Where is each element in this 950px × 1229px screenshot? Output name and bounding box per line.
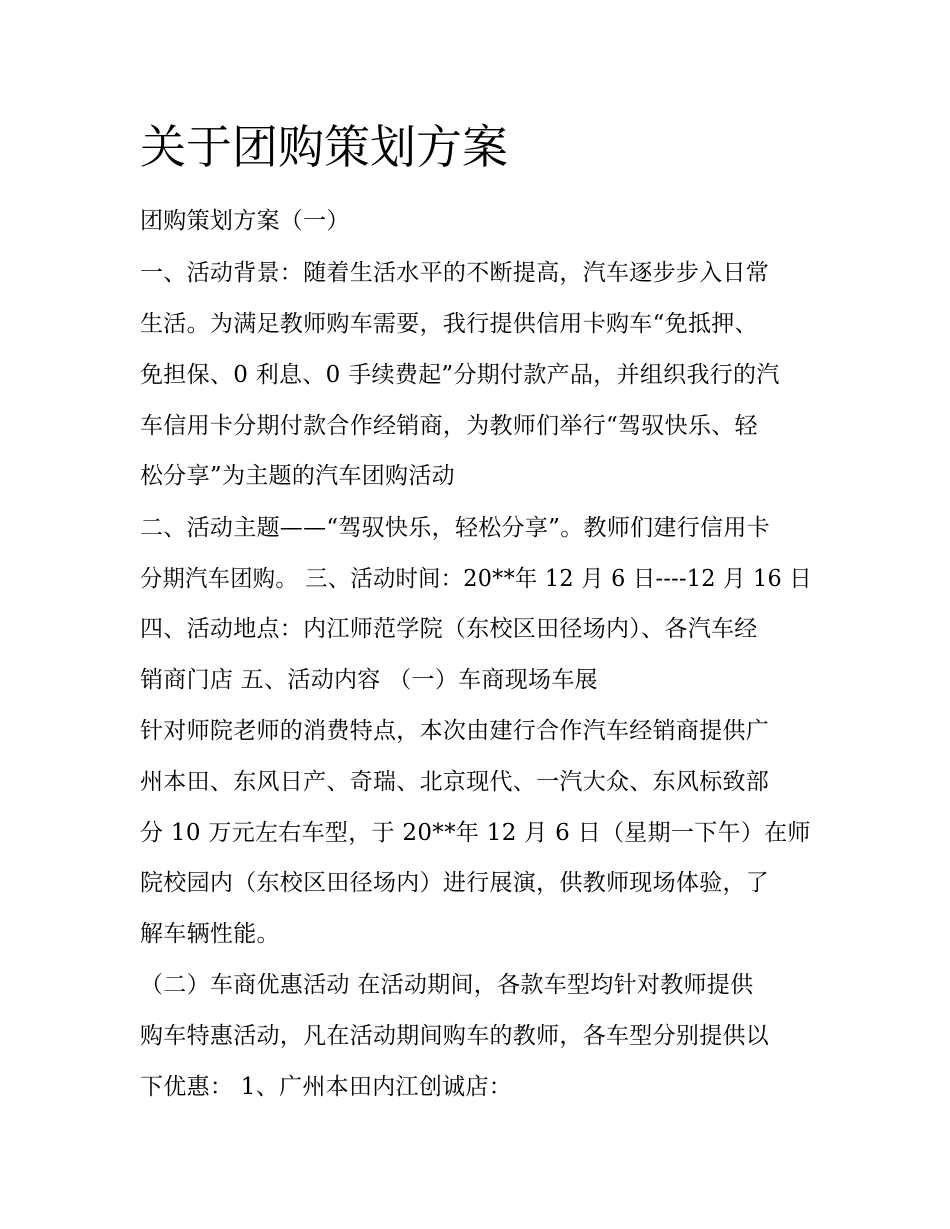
text-line: 团购策划方案（一）: [140, 208, 350, 234]
text-line: 免担保、0 利息、0 手续费起”分期付款产品，并组织我行的汽: [140, 362, 780, 388]
text-line: 解车辆性能。: [140, 921, 280, 947]
text-line: 购车特惠活动，凡在活动期间购车的教师，各车型分别提供以: [140, 1023, 770, 1049]
text-line: 松分享”为主题的汽车团购活动: [140, 463, 455, 489]
document-title: 关于团购策划方案: [140, 120, 508, 174]
text-line: 一、活动背景：随着生活水平的不断提高，汽车逐步步入日常: [140, 260, 770, 286]
text-line: 车信用卡分期付款合作经销商，为教师们举行“驾驭快乐、轻: [140, 413, 758, 439]
text-line: 生活。为满足教师购车需要，我行提供信用卡购车“免抵押、: [140, 311, 758, 337]
text-line: 下优惠： 1、广州本田内江创诚店：: [140, 1074, 513, 1100]
text-line: 二、活动主题——“驾驭快乐，轻松分享”。教师们建行信用卡: [140, 515, 770, 541]
text-line: 院校园内（东校区田径场内）进行展演，供教师现场体验，了: [140, 870, 770, 896]
text-line: 销商门店 五、活动内容 （一）车商现场车展: [140, 667, 598, 693]
text-line: 针对师院老师的消费特点，本次由建行合作汽车经销商提供广: [140, 718, 770, 744]
text-line: （二）车商优惠活动 在活动期间，各款车型均针对教师提供: [140, 972, 754, 998]
text-line: 分 10 万元左右车型，于 20**年 12 月 6 日（星期一下午）在师: [140, 820, 811, 846]
text-line: 四、活动地点：内江师范学院（东校区田径场内）、各汽车经: [140, 616, 758, 642]
text-line: 州本田、东风日产、奇瑞、北京现代、一汽大众、东风标致部: [140, 769, 770, 795]
text-line: 分期汽车团购。 三、活动时间：20**年 12 月 6 日----12 月 16 日: [140, 566, 812, 592]
